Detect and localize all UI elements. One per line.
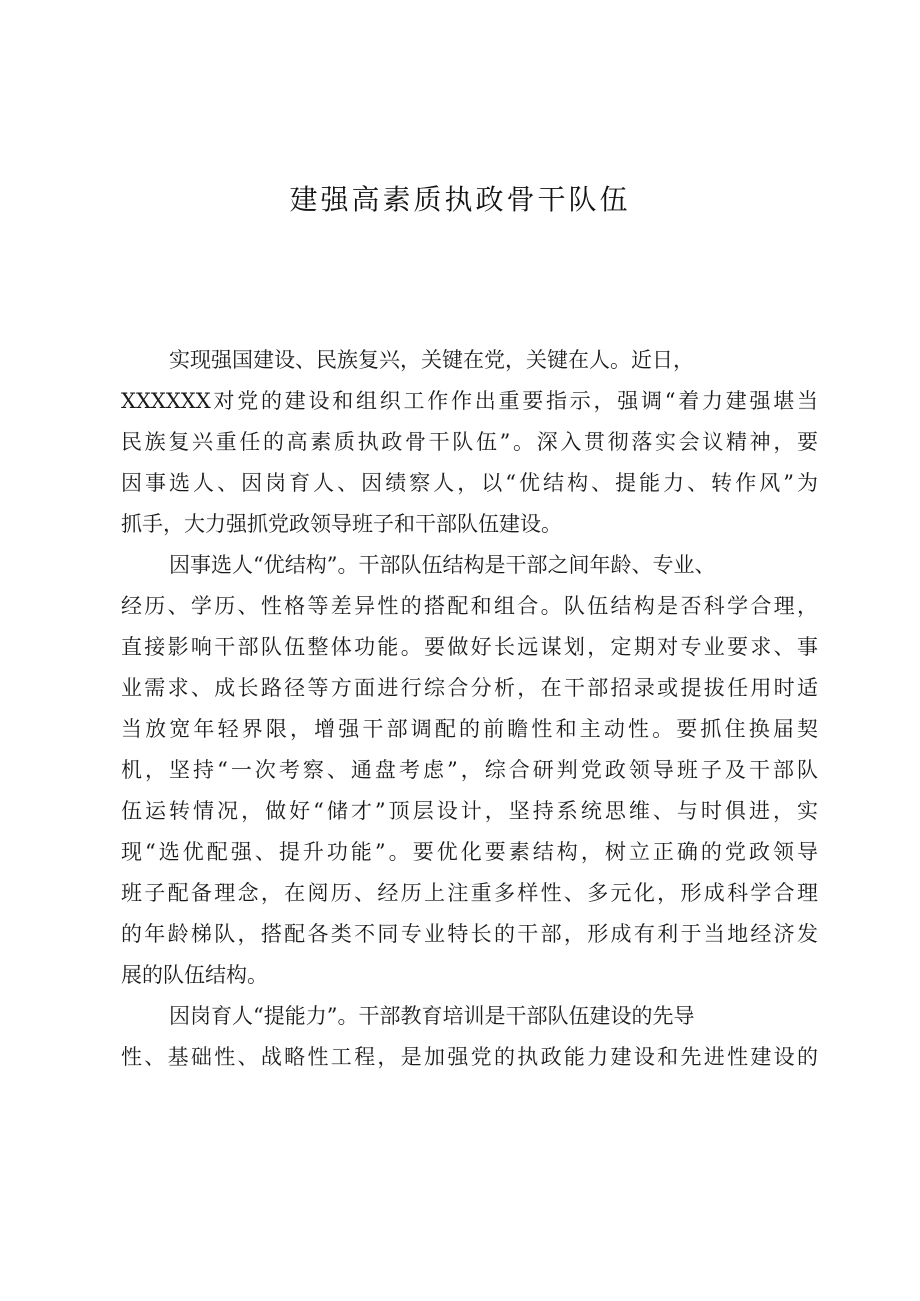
paragraph-2-line-4: 业需求、成长路径等方面进行综合分析，在干部招录或提拔任用时适: [121, 676, 818, 700]
paragraph-3-line-1: 因岗育人“提能力”。干部教育培训是干部队伍建设的先导: [169, 1004, 695, 1028]
paragraph-1-line-2: XXXXXX对党的建设和组织工作作出重要指示，强调“着力建强堪当: [121, 389, 818, 413]
paragraph-2-line-1: 因事选人“优结构”。干部队伍结构是干部之间年龄、专业、: [169, 553, 716, 577]
paragraph-2-line-10: 的年龄梯队，搭配各类不同专业特长的干部，形成有利于当地经济发: [121, 922, 818, 946]
paragraph-2-line-2: 经历、学历、性格等差异性的搭配和组合。队伍结构是否科学合理，: [121, 594, 818, 618]
document-title: 建强高素质执政骨干队伍: [289, 183, 631, 216]
document-body: [121, 340, 818, 1078]
paragraph-1-line-5: 抓手，大力强抓党政领导班子和干部队伍建设。: [121, 512, 562, 536]
paragraph-1-line-4: 因事选人、因岗育人、因绩察人，以“优结构、提能力、转作风”为: [121, 471, 818, 495]
paragraph-2-line-11: 展的队伍结构。: [121, 963, 268, 987]
paragraph-1-line-1: 实现强国建设、民族复兴，关键在党，关键在人。近日，: [169, 348, 694, 372]
paragraph-3-line-2: 性、基础性、战略性工程，是加强党的执政能力建设和先进性建设的: [121, 1045, 818, 1069]
paragraph-2-line-6: 机，坚持“一次考察、通盘考虑”，综合研判党政领导班子及干部队: [121, 758, 818, 782]
paragraph-2-line-9: 班子配备理念，在阅历、经历上注重多样性、多元化，形成科学合理: [121, 881, 818, 905]
paragraph-2-line-7: 伍运转情况，做好“储才”顶层设计，坚持系统思维、与时俱进，实: [121, 799, 818, 823]
paragraph-2-line-8: 现“选优配强、提升功能”。要优化要素结构，树立正确的党政领导: [121, 840, 818, 864]
paragraph-2-line-3: 直接影响干部队伍整体功能。要做好长远谋划，定期对专业要求、事: [121, 635, 818, 659]
paragraph-2-line-5: 当放宽年轻界限，增强干部调配的前瞻性和主动性。要抓住换届契: [121, 717, 818, 741]
paragraph-1-line-3: 民族复兴重任的高素质执政骨干队伍”。深入贯彻落实会议精神，要: [121, 430, 818, 454]
